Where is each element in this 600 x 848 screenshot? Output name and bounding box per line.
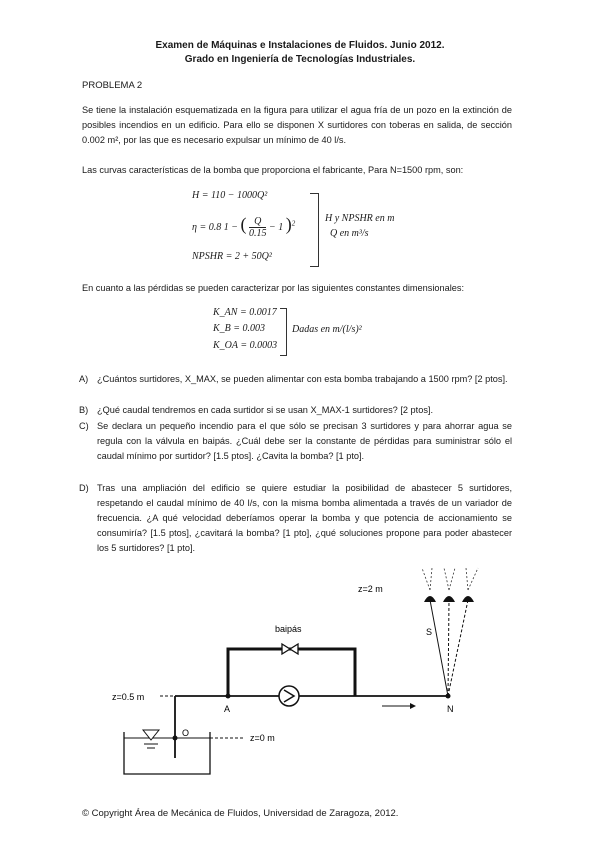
installation-diagram [0,560,600,780]
question-a-label: A) [79,374,89,384]
pump-icon [279,686,299,706]
question-c-text: Se declara un pequeño incendio para el que sólo se precisan 3 surtidores y para ahorrar agua se regula con la válvula en baipás. ¿Cuál debe ser la constante de pérdidas para suministrar sólo el caudal mínimo por surtidor? [1.5 ptos]. ¿Cavita la bomba? [1 pto]. [97,421,512,461]
intro-paragraph: Se tiene la instalación esquematizada en la figura para utilizar el agua fría de un pozo en la extinción de posibles incendios en un edificio. Para ello se disponen X surtidores con toberas en salida, de sección 0.002 m², por las que es necesario expulsar un mínimo de 40 l/s. [82,105,512,145]
constants-units: Dadas en m/(l/s)² [292,324,362,335]
paren-close: ) [285,214,292,234]
node-o [173,736,178,741]
equation-head: H = 110 − 1000Q² [192,190,268,201]
question-b [79,403,512,418]
equation-npshr: NPSHR = 2 + 50Q² [192,251,272,262]
eta-fraction [249,216,267,239]
eta-tail: − 1 [268,222,284,233]
flow-arrowhead-icon [410,703,416,709]
question-c [79,419,512,464]
label-bypass: baipás [275,624,302,634]
label-z-mid: z=0.5 m [112,692,145,702]
question-d [79,481,512,556]
curves-intro: Las curvas características de la bomba que proporciona el fabricante, Para N=1500 rpm, son: [82,165,464,175]
question-a [79,372,512,387]
constant-kb: K_B = 0.003 [213,323,266,334]
label-n: N [447,704,454,714]
label-z-top: z=2 m [358,584,383,594]
exam-title: Examen de Máquinas e Instalaciones de Fluidos. Junio 2012. [155,40,445,51]
question-d-label: D) [79,483,89,493]
constant-koa: K_OA = 0.0003 [213,340,278,351]
question-d-text: Tras una ampliación del edificio se quiere estudiar la posibilidad de abastecer 5 surtidores, respetando el caudal mínimo de 40 l/s, con la misma bomba alimentada a través de un variador de frecuencia. ¿A qué velocidad deberíamos operar la bomba y que potencia de accionamiento se consumiría? [1.5 ptos], ¿cavitará la bomba? [1 pto], ¿qué soluciones propone para poder abastecer los 5 surtidores? [1 pto]. [97,483,512,553]
paren-open: ( [240,214,247,234]
nozzle-line-1 [430,600,448,696]
label-a: A [224,704,231,714]
label-z-low: z=0 m [250,733,275,743]
problem-label: PROBLEMA 2 [82,80,143,91]
label-o: O [182,728,190,738]
copyright-footer: © Copyright Área de Mecánica de Fluidos, Universidad de Zaragoza, 2012. [82,808,399,819]
losses-intro: En cuanto a las pérdidas se pueden caracterizar por las siguientes constantes dimensionales: [82,283,465,293]
nozzle-line-3 [448,600,468,696]
equation-efficiency [192,214,295,239]
label-s: S [426,627,433,637]
question-a-text: ¿Cuántos surtidores, X_MAX, se pueden alimentar con esta bomba trabajando a 1500 rpm? [2 ptos]. [97,374,508,384]
eta-lhs: η = 0.8 1 − [192,222,238,233]
eta-exponent: 2 [291,219,296,228]
units-line-2: Q en m³/s [330,228,369,239]
nozzle-line-2 [448,600,449,696]
eta-denominator: 0.15 [248,228,267,240]
units-line-1: H y NPSHR en m [325,213,395,224]
node-a [226,694,231,699]
spray-icon [422,568,478,590]
question-b-label: B) [79,405,89,415]
constants-brace [280,308,287,356]
equations-brace [310,193,319,267]
question-b-text: ¿Qué caudal tendremos en cada surtidor si se usan X_MAX-1 surtidores? [2 ptos]. [97,405,434,415]
valve-right-icon [290,644,298,654]
nozzle-icon [424,596,474,602]
question-c-label: C) [79,421,89,431]
constant-kan: K_AN = 0.0017 [213,307,277,318]
degree-title: Grado en Ingeniería de Tecnologías Industriales. [184,54,416,65]
eta-numerator: Q [249,216,267,228]
